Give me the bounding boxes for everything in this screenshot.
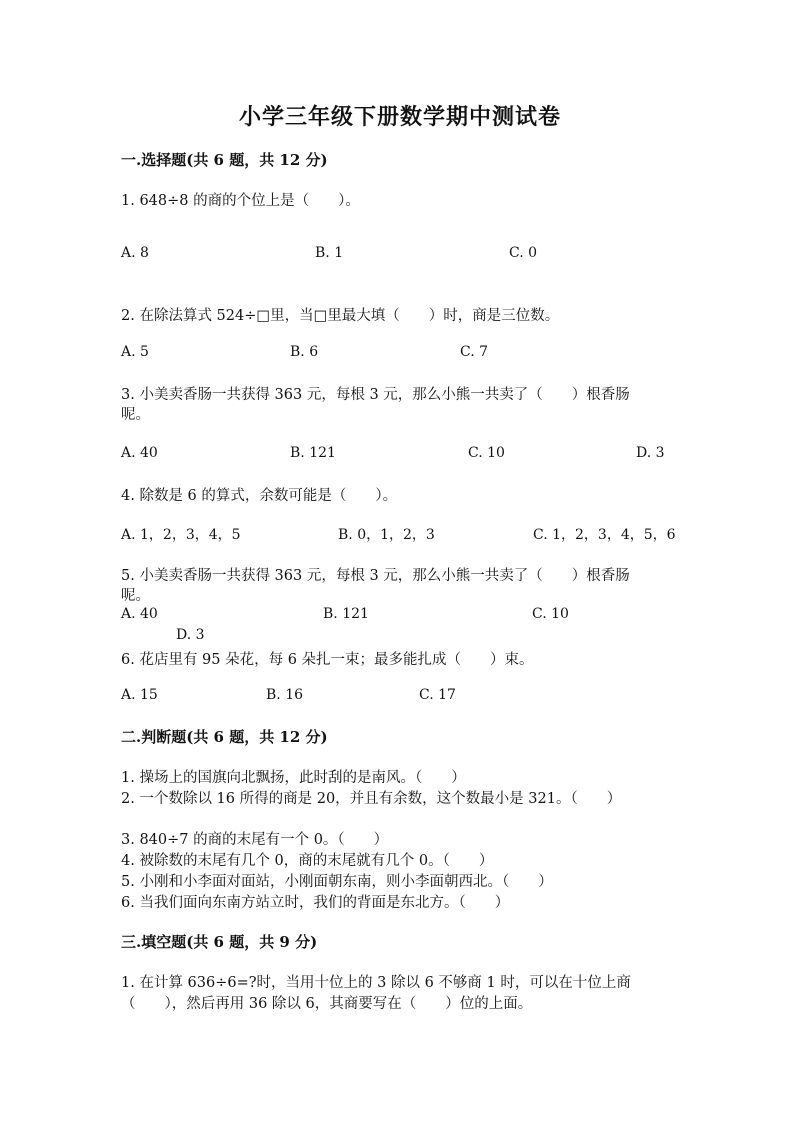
fill-in-question-1-line-1: 1. 在计算 636÷6=?时，当用十位上的 3 除以 6 不够商 1 时，可以在十位上商 — [121, 975, 631, 991]
choice-option-a: A. 8 — [121, 245, 149, 261]
choice-question-3-line-2: 呢。 — [121, 407, 150, 423]
judgement-question-4: 4. 被除数的末尾有几个 0，商的末尾就有几个 0。（ ） — [121, 853, 494, 869]
section-heading-fill-in: 三.填空题(共 6 题，共 9 分) — [121, 933, 318, 951]
choice-option-a: A. 40 — [121, 606, 158, 622]
choice-option-c: C. 1，2，3，4，5，6 — [533, 527, 676, 543]
choice-option-b: B. 16 — [266, 687, 304, 703]
choice-option-b: B. 0，1，2，3 — [338, 527, 435, 543]
choice-option-a: A. 40 — [121, 445, 158, 461]
section-heading-choice: 一.选择题(共 6 题，共 12 分) — [121, 151, 328, 169]
judgement-question-2: 2. 一个数除以 16 所得的商是 20，并且有余数，这个数最小是 321。（ ） — [121, 791, 622, 807]
judgement-question-6: 6. 当我们面向东南方站立时，我们的背面是东北方。（ ） — [121, 895, 510, 911]
judgement-question-3: 3. 840÷7 的商的末尾有一个 0。（ ） — [121, 832, 389, 848]
choice-question-5-line-1: 5. 小美卖香肠一共获得 363 元，每根 3 元，那么小熊一共卖了（ ）根香肠 — [121, 568, 630, 584]
choice-option-b: B. 1 — [315, 245, 344, 261]
choice-option-d: D. 3 — [636, 445, 665, 461]
choice-option-d: D. 3 — [176, 627, 205, 643]
choice-option-c: C. 10 — [532, 606, 569, 622]
section-heading-judgement: 二.判断题(共 6 题，共 12 分) — [121, 728, 328, 746]
fill-in-question-1-line-2: （ ），然后再用 36 除以 6，其商要写在（ ）位的上面。 — [121, 996, 533, 1012]
choice-option-c: C. 10 — [468, 445, 505, 461]
choice-option-c: C. 7 — [460, 344, 489, 360]
choice-option-a: A. 5 — [121, 344, 149, 360]
choice-question-5-line-2: 呢。 — [121, 588, 150, 604]
choice-option-c: C. 17 — [419, 687, 456, 703]
choice-option-a: A. 15 — [121, 687, 158, 703]
choice-option-a: A. 1，2，3，4，5 — [121, 527, 241, 543]
judgement-question-5: 5. 小刚和小李面对面站，小刚面朝东南，则小李面朝西北。（ ） — [121, 874, 553, 890]
choice-option-b: B. 121 — [290, 445, 336, 461]
page-title: 小学三年级下册数学期中测试卷 — [238, 104, 561, 130]
choice-option-b: B. 6 — [290, 344, 319, 360]
choice-question-6: 6. 花店里有 95 朵花，每 6 朵扎一束；最多能扎成（ ）束。 — [121, 652, 534, 668]
choice-question-3-line-1: 3. 小美卖香肠一共获得 363 元，每根 3 元，那么小熊一共卖了（ ）根香肠 — [121, 387, 630, 403]
choice-option-c: C. 0 — [509, 245, 538, 261]
choice-question-2: 2. 在除法算式 524÷□里，当□里最大填（ ）时，商是三位数。 — [121, 308, 560, 324]
choice-question-1: 1. 648÷8 的商的个位上是（ ）。 — [121, 193, 360, 209]
choice-option-b: B. 121 — [323, 606, 369, 622]
choice-question-4: 4. 除数是 6 的算式，余数可能是（ ）。 — [121, 488, 398, 504]
judgement-question-1: 1. 操场上的国旗向北飘扬，此时刮的是南风。（ ） — [121, 770, 466, 786]
